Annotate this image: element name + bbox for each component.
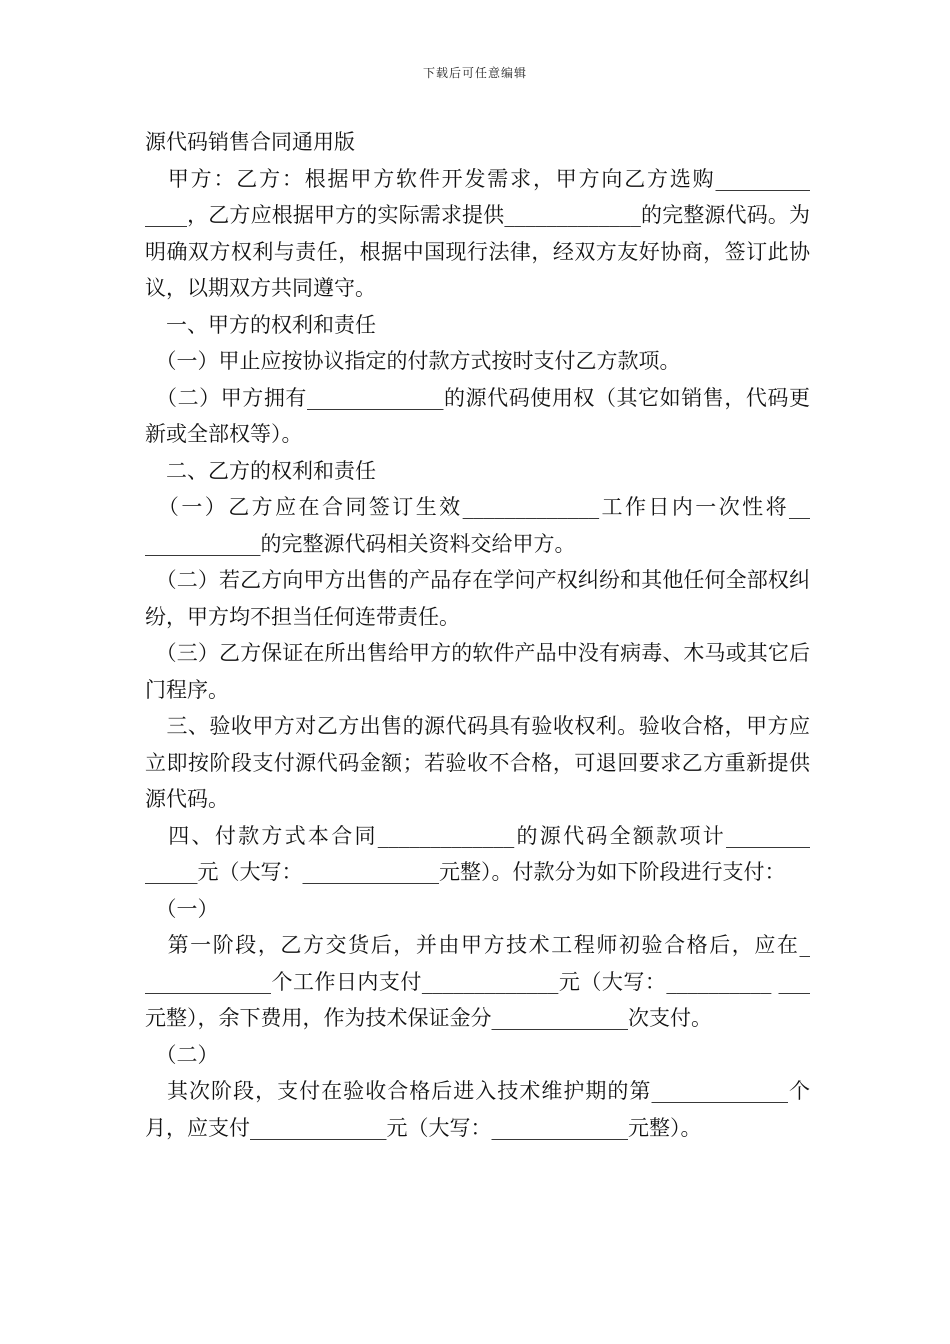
section-heading-party-a: 一、甲方的权利和责任 — [145, 312, 376, 337]
document-title: 源代码销售合同通用版 — [145, 130, 355, 154]
section-heading-party-b: 二、乙方的权利和责任 — [145, 458, 376, 483]
paragraph-party-b-1: （一）乙方应在合同签订生效_____________工作日内一次性将__ ___________的完整源代码相关资料交给甲方。 — [145, 495, 810, 556]
paragraph-party-b-3: （三）乙方保证在所出售给甲方的软件产品中没有病毒、木马或其它后门程序。 — [145, 641, 810, 702]
paragraph-payment-stage-2: 其次阶段，支付在验收合格后进入技术维护期的第_____________个月，应支付_____________元（大写：_____________元整）。 — [145, 1079, 810, 1140]
paragraph-acceptance: 三、验收甲方对乙方出售的源代码具有验收权利。验收合格，甲方应立即按阶段支付源代码金额；若验收不合格，可退回要求乙方重新提供源代码。 — [145, 714, 810, 811]
subheading-payment-2: （二） — [145, 1042, 219, 1067]
subheading-payment-1: （一） — [145, 896, 219, 921]
paragraph-party-a-2: （二）甲方拥有_____________的源代码使用权（其它如销售，代码更新或全部权等）。 — [145, 385, 810, 446]
paragraph-party-a-1: （一）甲止应按协议指定的付款方式按时支付乙方款项。 — [145, 349, 681, 373]
paragraph-payment-stage-1: 第一阶段，乙方交货后，并由甲方技术工程师初验合格后，应在_ ____________个工作日内支付_____________元（大写：__________ ___元整），余下费用，作为技术保证金分_____________次支付。 — [145, 933, 810, 1030]
document-body — [145, 124, 810, 1146]
paragraph-payment: 四、付款方式本合同_____________的源代码全额款项计________ _____元（大写：_____________元整）。付款分为如下阶段进行支付： — [145, 823, 810, 884]
page-header: 下载后可任意编辑 — [422, 66, 527, 80]
paragraph-party-b-2: （二）若乙方向甲方出售的产品存在学问产权纠纷和其他任何全部权纠纷，甲方均不担当任何连带责任。 — [145, 568, 810, 629]
paragraph-intro: 甲方：乙方：根据甲方软件开发需求，甲方向乙方选购_________ ____，乙方应根据甲方的实际需求提供_____________的完整源代码。为明确双方权利与责任，根据中国现行法律，经双方友好协商，签订此协议，以期双方共同遵守。 — [145, 166, 810, 300]
